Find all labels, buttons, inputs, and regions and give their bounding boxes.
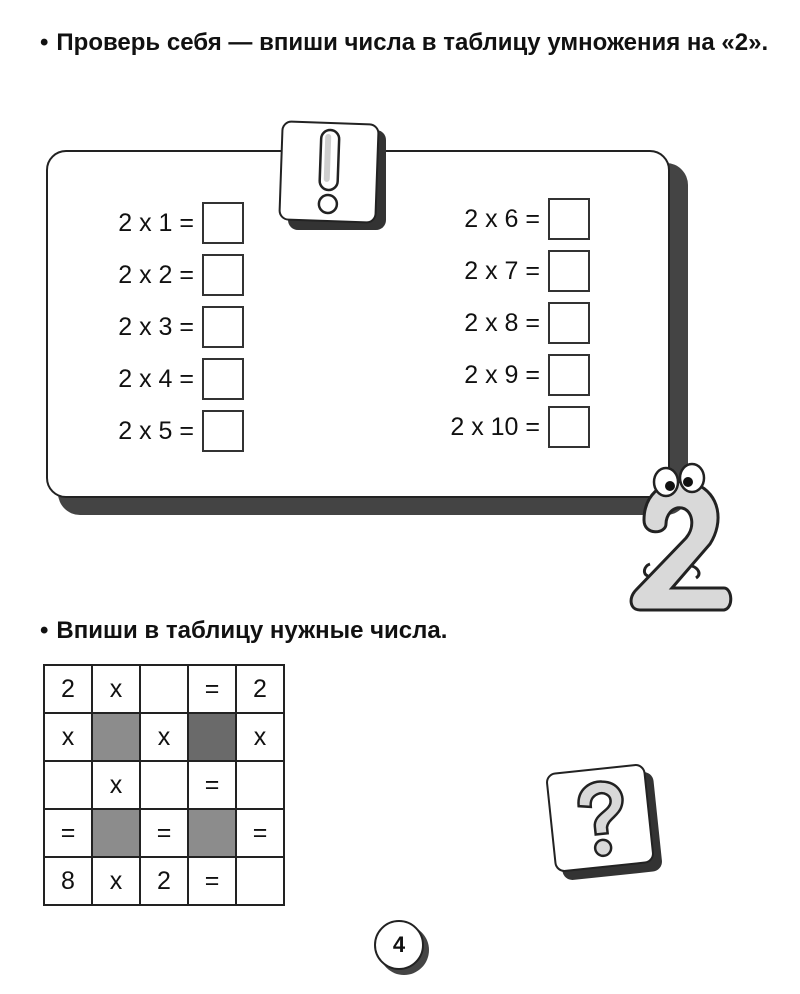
grid-row (44, 665, 284, 713)
equation-label: 2 x 10 = (450, 412, 540, 441)
equation-row (422, 198, 590, 240)
equation-label: 2 x 5 = (118, 416, 194, 445)
grid-cell-input[interactable] (236, 857, 284, 905)
equation-row (96, 358, 244, 400)
equation-row (96, 254, 244, 296)
grid-cell-input[interactable] (44, 761, 92, 809)
equation-row (422, 406, 590, 448)
task2-instruction (40, 616, 447, 645)
answer-box[interactable] (548, 250, 590, 292)
equation-label: 2 x 7 = (464, 256, 540, 285)
grid-cell-shaded (92, 809, 140, 857)
puzzle-grid (43, 664, 285, 906)
equation-label: 2 x 8 = (464, 308, 540, 337)
grid-cell: = (140, 809, 188, 857)
grid-cell: x (92, 665, 140, 713)
answer-box[interactable] (548, 406, 590, 448)
equation-label: 2 x 9 = (464, 360, 540, 389)
answer-box[interactable] (202, 254, 244, 296)
answer-box[interactable] (202, 358, 244, 400)
question-note (550, 768, 662, 882)
grid-cell: = (188, 761, 236, 809)
question-icon (547, 765, 653, 871)
equation-label: 2 x 2 = (118, 260, 194, 289)
grid-cell: x (140, 713, 188, 761)
equation-row (96, 410, 244, 452)
grid-cell-shaded (188, 809, 236, 857)
grid-row (44, 857, 284, 905)
grid-cell: x (92, 761, 140, 809)
equation-label: 2 x 4 = (118, 364, 194, 393)
grid-cell-shaded (92, 713, 140, 761)
equation-row (422, 354, 590, 396)
grid-row (44, 809, 284, 857)
grid-cell: = (44, 809, 92, 857)
page-number: 4 (374, 920, 424, 970)
grid-cell: = (188, 665, 236, 713)
equation-row (96, 202, 244, 244)
equation-label: 2 x 6 = (464, 204, 540, 233)
grid-cell: x (92, 857, 140, 905)
equation-row (96, 306, 244, 348)
answer-box[interactable] (548, 198, 590, 240)
task1-text: Проверь себя — впиши числа в таблицу умножения на «2». (56, 29, 769, 56)
grid-cell: = (236, 809, 284, 857)
bullet-icon: • (40, 617, 49, 644)
grid-cell: 2 (236, 665, 284, 713)
grid-row (44, 713, 284, 761)
equation-label: 2 x 1 = (118, 208, 194, 237)
grid-cell: x (236, 713, 284, 761)
grid-cell: x (44, 713, 92, 761)
grid-cell: 8 (44, 857, 92, 905)
equation-row (422, 302, 590, 344)
number-two-mascot (622, 458, 742, 628)
equation-row (422, 250, 590, 292)
grid-cell-shaded (188, 713, 236, 761)
grid-cell-input[interactable] (236, 761, 284, 809)
grid-cell: 2 (44, 665, 92, 713)
exclamation-note (280, 122, 390, 234)
grid-row (44, 761, 284, 809)
answer-box[interactable] (548, 354, 590, 396)
grid-cell: 2 (140, 857, 188, 905)
task1-instruction (40, 28, 785, 57)
answer-box[interactable] (548, 302, 590, 344)
grid-cell-input[interactable] (140, 761, 188, 809)
answer-box[interactable] (202, 306, 244, 348)
grid-cell: = (188, 857, 236, 905)
bullet-icon: • (40, 29, 49, 56)
grid-cell-input[interactable] (140, 665, 188, 713)
task2-text: Впиши в таблицу нужные числа. (56, 617, 448, 644)
answer-box[interactable] (202, 202, 244, 244)
page-number-badge (374, 920, 430, 976)
equation-label: 2 x 3 = (118, 312, 194, 341)
exclamation-icon (280, 122, 377, 221)
answer-box[interactable] (202, 410, 244, 452)
